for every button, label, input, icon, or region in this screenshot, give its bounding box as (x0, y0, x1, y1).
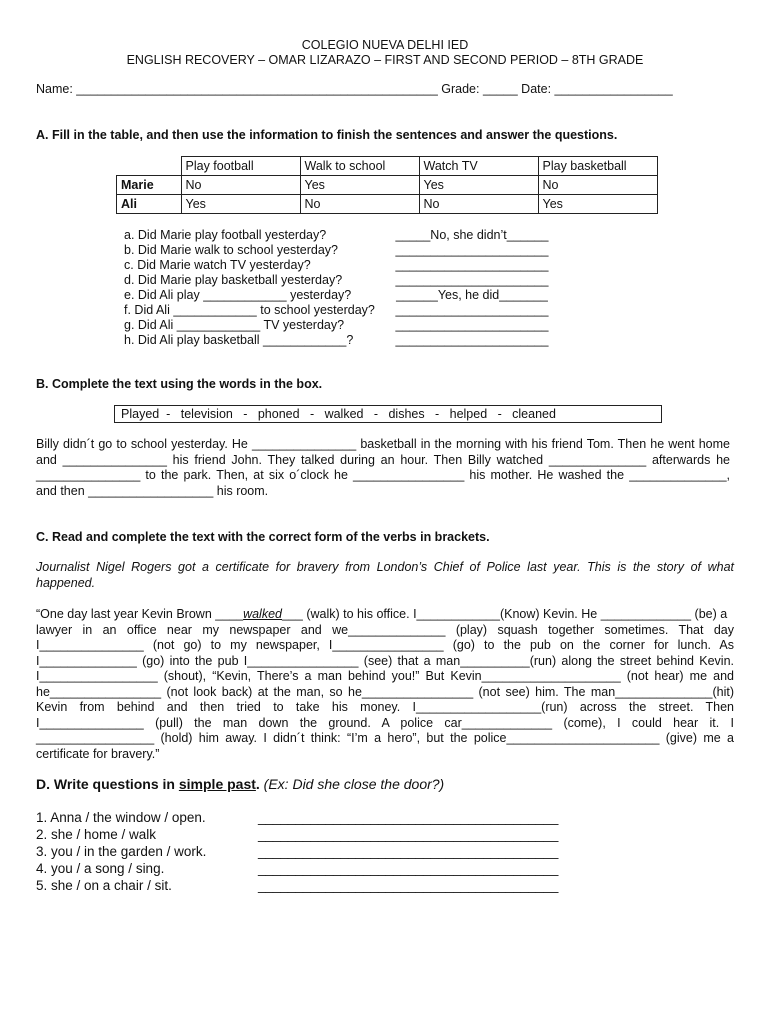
table-cell[interactable]: Yes (538, 195, 657, 214)
section-c-intro (36, 560, 734, 591)
answer-line[interactable]: ______________________ (395, 243, 549, 257)
story-line: I_________________ (shout), “Kevin, There’s a man behind you!” But Kevin____________________ (not hear) me and (36, 669, 734, 683)
question-item: e. Did Ali play ____________ yesterday? (124, 288, 352, 302)
section-d-title-prefix: D. Write questions in (36, 776, 179, 792)
table-cell[interactable]: No (538, 176, 657, 195)
text-line: and then __________________ his room. (36, 483, 269, 498)
table-cell[interactable]: Yes (300, 176, 419, 195)
story-fragment: “One day last year Kevin Brown ____ (36, 607, 244, 621)
answer-line[interactable]: ______________________ (395, 303, 549, 317)
table-header-row (117, 157, 658, 176)
example-answer: walked (243, 607, 282, 621)
table-row (117, 195, 658, 214)
table-cell[interactable]: No (181, 176, 300, 195)
section-c-story (36, 607, 734, 762)
story-line: Kevin from behind and then tried to take his money. I__________________(run) across the street. Then (36, 700, 734, 714)
story-first-line (36, 607, 734, 623)
answer-line[interactable]: ______________________ (395, 258, 549, 272)
section-d-items (36, 809, 206, 894)
question-item: h. Did Ali play basketball ____________? (124, 333, 354, 347)
prompt-item: 1. Anna / the window / open. (36, 810, 206, 825)
question-item: a. Did Marie play football yesterday? (124, 228, 327, 242)
text-line: Billy didn´t go to school yesterday. He _______________ basketball in the morning with his friend Tom. Then he went home (36, 437, 730, 451)
answer-line[interactable]: ______________________ (395, 318, 549, 332)
table-cell[interactable]: Yes (419, 176, 538, 195)
school-name: COLEGIO NUEVA DELHI IED (301, 38, 469, 52)
answer-line[interactable]: ______________________ (395, 273, 549, 287)
table-corner-cell (117, 157, 182, 176)
story-line: _________________ (hold) him away. I didn´t think: “I’m a hero”, but the police______________________ (give) me a (36, 731, 734, 745)
answer-line[interactable]: ________________________________________ (258, 861, 559, 876)
row-name-cell: Ali (117, 195, 182, 214)
answer-line[interactable]: ________________________________________ (258, 827, 559, 842)
activity-table (116, 156, 658, 214)
story-line: I_______________ (pull) the man down the ground. A police car_____________ (come), I could hear it. I (36, 715, 734, 730)
table-header-cell: Play football (181, 157, 300, 176)
story-line: certificate for bravery.” (36, 746, 160, 761)
question-item: c. Did Marie watch TV yesterday? (124, 258, 311, 272)
table-header-cell: Walk to school (300, 157, 419, 176)
story-line: he________________ (not look back) at the man, so he________________ (not see) him. The man______________(hit) (36, 684, 734, 699)
table-cell[interactable]: No (300, 195, 419, 214)
question-list (124, 228, 375, 348)
question-item: d. Did Marie play basketball yesterday? (124, 273, 343, 287)
story-line: lawyer in an office near my newspaper and we______________ (play) squash together sometimes. That day (36, 622, 734, 637)
answer-line[interactable]: ______Yes, he did_______ (396, 288, 548, 302)
prompt-item: 3. you / in the garden / work. (36, 844, 207, 859)
name-grade-date-line[interactable]: Name: ____________________________________________________ Grade: _____ Date: _________________ (36, 82, 673, 96)
section-b-text (36, 437, 730, 499)
question-item: b. Did Marie walk to school yesterday? (124, 243, 338, 257)
intro-line: Journalist Nigel Rogers got a certificate for bravery from London’s Chief of Police last year. This is the story of what (36, 560, 734, 574)
section-d-title (36, 776, 444, 792)
row-name-cell: Marie (117, 176, 182, 195)
question-item: g. Did Ali ____________ TV yesterday? (124, 318, 345, 332)
table-cell[interactable]: Yes (181, 195, 300, 214)
word-box: Played - television - phoned - walked - dishes - helped - cleaned (114, 405, 662, 423)
section-a-title: A. Fill in the table, and then use the information to finish the sentences and answer the questions. (36, 128, 618, 142)
prompt-item: 2. she / home / walk (36, 827, 157, 842)
prompt-item: 4. you / a song / sing. (36, 861, 165, 876)
answer-line[interactable]: ________________________________________ (258, 878, 559, 893)
table-cell[interactable]: No (419, 195, 538, 214)
prompt-item: 5. she / on a chair / sit. (36, 878, 172, 893)
story-line: I_______________ (not go) to my newspaper, I________________ (go) to the pub on the corner for lunch. As (36, 638, 734, 652)
table-header-cell: Play basketball (538, 157, 657, 176)
text-line: _______________ to the park. Then, at six o´clock he ________________ his mother. He washed the ______________, (36, 468, 730, 482)
story-fragment: ___ (walk) to his office. I____________(Know) Kevin. He _____________ (be) a (281, 607, 728, 621)
intro-line: happened. (36, 575, 96, 590)
answer-line[interactable]: ________________________________________ (258, 844, 559, 859)
table-row (117, 176, 658, 195)
text-line: and _______________ his friend John. They talked during an hour. Then Billy watched ______________ afterwards he (36, 452, 730, 467)
question-item: f. Did Ali ____________ to school yesterday? (124, 303, 375, 317)
section-d-title-dot: . (255, 776, 260, 792)
answer-line[interactable]: ________________________________________ (258, 810, 559, 825)
answer-list (390, 228, 554, 348)
answer-line[interactable]: _____No, she didn’t______ (395, 228, 549, 242)
section-b-title: B. Complete the text using the words in the box. (36, 377, 323, 391)
answer-line[interactable]: ______________________ (395, 333, 549, 347)
section-c-title: C. Read and complete the text with the correct form of the verbs in brackets. (36, 530, 490, 544)
course-title: ENGLISH RECOVERY – OMAR LIZARAZO – FIRST AND SECOND PERIOD – 8TH GRADE (126, 53, 644, 67)
section-d-answers (258, 809, 558, 894)
section-d-example: (Ex: Did she close the door?) (259, 776, 445, 792)
story-line: I______________ (go) into the pub I________________ (see) that a man__________(run) along the street behind Kevin. (36, 653, 734, 668)
table-header-cell: Watch TV (419, 157, 538, 176)
section-d-title-key: simple past (178, 776, 256, 792)
story-text (36, 607, 727, 623)
